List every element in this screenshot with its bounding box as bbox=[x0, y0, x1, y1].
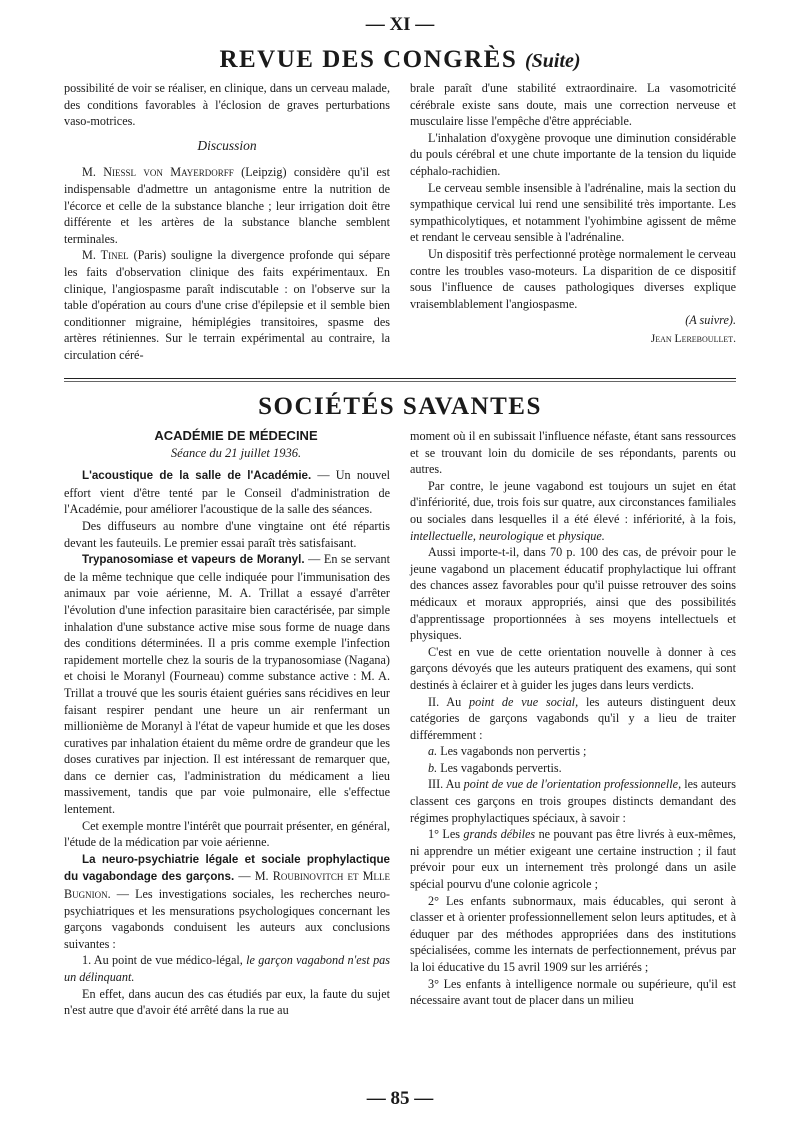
list-text: ne pouvant pas être livrés à eux-mêmes, ni apprendre un métier exigeant une certaine instruction ; il faut prévoir pour eux un internement très prolongé dans un asile spécial pourvu d'une colonie agricole ; bbox=[410, 827, 736, 892]
paragraph-text: (Leipzig) considère qu'il est indispensable d'admettre un antagonisme entre la nutrition de l'écorce et celle de la substance blanche ; leur irrigation doit être différente et les artères de la substance blanche semblent terminales. bbox=[64, 165, 390, 246]
list-item: 3° Les enfants à intelligence normale ou supérieure, qu'il est nécessaire avant tout de placer dans un milieu bbox=[410, 976, 736, 1008]
paragraph: brale paraît d'une stabilité extraordinaire. La vasomotricité cérébrale existe sans doute, mais une correction nerveuse et musculaire lisse l'empêche d'être appréciable. bbox=[410, 81, 736, 129]
author-signature: Jean Lereboullet. bbox=[650, 332, 736, 345]
list-text: 1° Les bbox=[428, 827, 464, 842]
revue-right-column bbox=[410, 80, 736, 348]
article-title: Trypanosomiase et vapeurs de Moranyl. bbox=[82, 553, 305, 567]
discussion-heading: Discussion bbox=[197, 137, 257, 153]
paragraph bbox=[410, 776, 736, 826]
seance-date: Séance du 21 juillet 1936. bbox=[170, 445, 302, 460]
paragraph-text: — En se servant de la même technique que celle indiquée pour l'immunisation des animaux par voie aérienne, M. A. Trillat a essayé d'arrêter l'évolution d'une infection parasitaire bien caractérisée, par simple inhalation d'une substance active mise sous forme de nuage dans des conditions déterminées. Il a pris comme exemple l'infection rapidement mortelle chez la souris de la trypanosomiase (Nagana) et choisi le Moranyl (Fourneau) comme substance active : M. A. Trillat a trouvé que les souris étaient guéries sans récidives en leur faisant respirer pendant une heure un air renfermant un millionième de Moranyl à l'état de vapeur humide et que les doses curatives par inhalation étaient du même ordre de grandeur que les doses curatives par injection. Il est intéressant de remarquer que, dans ce dernier cas, l'administration du médicament a lieu massivement, tandis que par voie pulmonaire, elle s'effectue lentement. bbox=[64, 552, 390, 817]
divider bbox=[64, 381, 736, 382]
paragraph bbox=[410, 694, 736, 744]
paragraph-text: 1. Au point de vue médico-légal, bbox=[82, 953, 247, 968]
paragraph: moment où il en subissait l'influence néfaste, étant sans ressources et se trouvant loin du domicile de ses répondants, parents ou autres. bbox=[410, 429, 736, 477]
paragraph bbox=[410, 478, 736, 544]
paragraph bbox=[64, 551, 390, 818]
section-suite: (Suite) bbox=[524, 50, 581, 72]
list-text: Les vagabonds pervertis. bbox=[437, 760, 562, 775]
societes-title: SOCIÉTÉS SAVANTES bbox=[258, 393, 542, 420]
section-title: REVUE DES CONGRÈS bbox=[219, 46, 518, 73]
paragraph-text: II. Au bbox=[428, 694, 470, 709]
emphasis: intellectuelle, neurologique bbox=[410, 528, 544, 543]
paragraph-text: — Les investigations sociales, les recherches neuro-psychiatriques et les mensurations psychologiques concernant les garçons vagabonds conduisent les auteurs aux conclusions suivantes : bbox=[64, 887, 390, 951]
speaker-name: M. Niessl von Mayerdorff bbox=[82, 165, 234, 180]
list-marker: a. bbox=[428, 744, 438, 759]
paragraph bbox=[64, 467, 390, 518]
emphasis: point de vue de l'orientation professionnelle, bbox=[463, 777, 682, 792]
list-item bbox=[410, 743, 736, 760]
article-title: L'acoustique de la salle de l'Académie. bbox=[82, 469, 312, 483]
paragraph: L'inhalation d'oxygène provoque une diminution considérable du pouls cérébral et une chute importante de la tension du liquide céphalo-rachidien. bbox=[410, 130, 736, 178]
paragraph bbox=[64, 164, 390, 247]
list-item: 2° Les enfants subnormaux, mais éducables, qui seront à classer et à orienter professionnellement selon leurs aptitudes, et à éduquer par des méthodes appropriées dans des institutions spécialisées, comme les internats de perfectionnement, prévus par la loi éducative du 15 avril 1909 sur les arriérés ; bbox=[410, 893, 736, 974]
revue-left-column bbox=[64, 80, 390, 364]
page-number-top: — XI — bbox=[365, 14, 435, 35]
paragraph bbox=[64, 851, 390, 953]
speaker-name: M. Tinel bbox=[82, 248, 129, 263]
page-number-bottom: — 85 — bbox=[366, 1088, 434, 1109]
paragraph: Le cerveau semble insensible à l'adrénaline, mais la section du sympathique cervical lui rend une sensibilité très importante. Les sympathicolytiques, et notamment l'yohimbine agissent de même et rendant le cerveau sensible à l'adrénaline. bbox=[410, 180, 736, 245]
list-item bbox=[410, 760, 736, 777]
paragraph: Un dispositif très perfectionné protège normalement le cerveau contre les troubles vaso-moteurs. La disparition de ce dispositif sous l'influence de causes pathologiques diverses explique vraisemblablement l'angiospasme. bbox=[410, 246, 736, 311]
section-header bbox=[0, 46, 800, 74]
paragraph: Aussi importe-t-il, dans 70 p. 100 des cas, de prévoir pour le jeune vagabond un placement éducatif prophylactique lui offrant des chances assez favorables pour qu'il puisse retrouver des soins médicaux et moraux appropriés, ainsi que des possibilités d'apprentissage proportionnées à ses moyens intellectuels et physiques. bbox=[410, 545, 736, 643]
academie-heading: ACADÉMIE DE MÉDECINE bbox=[154, 428, 318, 443]
paragraph: En effet, dans aucun des cas étudiés par eux, la faute du sujet n'est autre que d'avoir été arrêté dans la rue au bbox=[64, 986, 390, 1018]
paragraph-text: Par contre, le jeune vagabond est toujours un sujet en état d'infériorité, due, trois fois sur quatre, aux circonstances familiales ou sociales dans lesquelles il a été élevé : infériorité, à la fois, bbox=[410, 478, 736, 526]
list-marker: b. bbox=[428, 760, 438, 775]
societes-left-column bbox=[64, 428, 390, 1019]
emphasis: physique. bbox=[558, 528, 605, 543]
paragraph-text: — Un nouvel effort vient d'être tenté par le Conseil d'administration de l'Académie, pour améliorer l'acoustique de la salle des séances. bbox=[64, 468, 390, 517]
emphasis: le garçon vagabond n'est pas un délinquant. bbox=[64, 953, 390, 984]
paragraph-text: les auteurs distinguent deux catégories de garçons vagabonds qu'il y a lieu de traiter différemment : bbox=[410, 694, 736, 742]
paragraph-text: III. Au bbox=[428, 777, 464, 792]
emphasis: point de vue social, bbox=[469, 694, 579, 709]
a-suivre: (A suivre). bbox=[685, 313, 736, 328]
paragraph: possibilité de voir se réaliser, en clinique, dans un cerveau malade, des conditions favorables à l'éclosion de graves perturbations vaso-motrices. bbox=[64, 81, 390, 129]
paragraph-text: et bbox=[543, 528, 559, 543]
paragraph bbox=[64, 247, 390, 363]
paragraph bbox=[64, 952, 390, 985]
emphasis: grands débiles bbox=[463, 827, 536, 842]
paragraph-text: (Paris) souligne la divergence profonde qui sépare les faits d'observation clinique des faits expérimentaux. En clinique, l'angiospasme paraît indiscutable : on l'observe sur la table d'opération au cours d'une crise d'épilepsie et il semble bien conditionner migraine, hémiplégies transitoires, spasme des artères rétiniennes. Sur le terrain expérimental au contraire, la circulation céré- bbox=[64, 248, 390, 362]
societes-right-column bbox=[410, 428, 736, 1009]
paragraph: Des diffuseurs au nombre d'une vingtaine ont été répartis devant les fauteuils. Le premier essai paraît très satisfaisant. bbox=[64, 518, 390, 550]
authors: — M. Roubinovitch et Mlle Bugnion. bbox=[64, 869, 390, 902]
paragraph: C'est en vue de cette orientation nouvelle à donner à ces garçons dévoyés que les auteurs pratiquent des examens, qui sont destinés à éclairer et à guider les juges dans leurs verdicts. bbox=[410, 644, 736, 692]
divider bbox=[64, 378, 736, 379]
paragraph-text: les auteurs classent ces garçons en trois groupes distincts demandant des régimes prophylactiques spéciaux, à savoir : bbox=[410, 777, 737, 825]
article-title: La neuro-psychiatrie légale et sociale prophylactique du vagabondage des garçons. bbox=[64, 852, 390, 884]
paragraph: Cet exemple montre l'intérêt que pourrait présenter, en général, l'étude de la médication par voie aérienne. bbox=[64, 818, 390, 850]
list-item bbox=[410, 826, 736, 892]
list-text: Les vagabonds non pervertis ; bbox=[437, 744, 587, 759]
